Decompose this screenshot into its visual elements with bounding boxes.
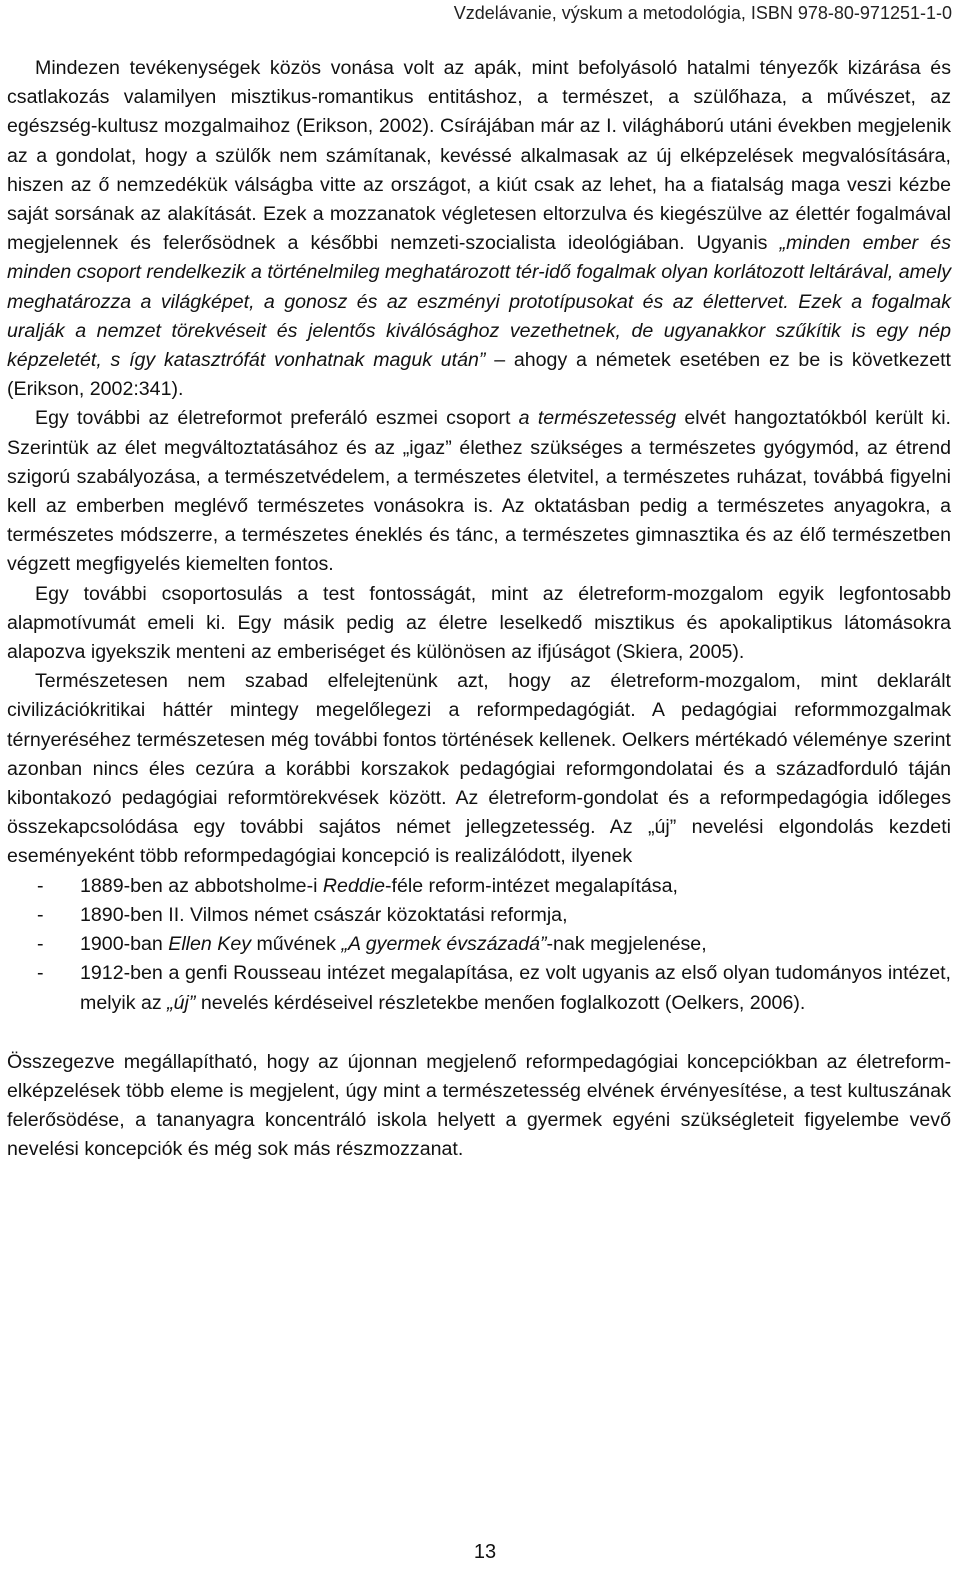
paragraph-5: Összegezve megállapítható, hogy az újonnan megjelenő reformpedagógiai koncepciókban az életreform-elképzelések több eleme is megjelent, úgy mint a természetesség elvének érvényesítése, a test kultuszának felerősödése, a tananyagra koncentráló iskola helyett a gyermek egyéni szükségleteit figyelembe vevő nevelési koncepciók és még sok más részmozzanat. [7, 1050, 951, 1161]
paragraph-2 [7, 404, 951, 579]
running-header: Vzdelávanie, výskum a metodológia, ISBN 978-80-971251-1-0 [453, 3, 952, 23]
list-item-text: 1912-ben a genfi Rousseau intézet megalapítása, ez volt ugyanis az első olyan tudományos intézet, melyik az [80, 962, 951, 1014]
paragraph-1-text: Mindezen tevékenységek közös vonása volt az apák, mint befolyásoló hatalmi tényezők kizárása és csatlakozás valamilyen misztikus-romantikus entitáshoz, a természet, a szülőhaza, a művészet, az egészség-kultusz mozgalmaihoz (Erikson, 2002). Csírájában már az I. világháború utáni években megjelenik az a gondolat, hogy a szülők nem számítanak, kevéssé alkalmasak az új elképzelések megvalósítására, hiszen az ő nemzedékük válságba vitte az országot, a kiút csak az lehet, ha a fiatalság maga veszi kézbe saját sorsának az alakítását. Ezek a mozzanatok végletesen eltorzulva és kiegészülve az élettér fogalmával megjelennek és felerősödnek a későbbi nemzeti-szocialista ideológiában. Ugyanis [7, 57, 951, 255]
list-item [7, 930, 951, 959]
list-item-emphasis: Ellen Key [168, 933, 252, 956]
list-dash: - [37, 903, 44, 926]
list-item-text: 1900-ban [80, 933, 169, 956]
paragraph-1 [7, 54, 951, 404]
list-item-emphasis: „A gyermek évszázadá” [341, 933, 547, 956]
paragraph-1-tail: – ahogy a németek esetében ez be is következett (Erikson, 2002:341). [7, 349, 951, 401]
list-dash: - [37, 933, 44, 956]
paragraph-2-text: Egy további az életreformot preferáló eszmei csoport [35, 407, 519, 430]
list-item-text: 1890-ben II. Vilmos német császár közoktatási reformja, [80, 903, 568, 926]
list-dash: - [37, 874, 44, 897]
events-list [7, 872, 951, 1018]
list-item [7, 901, 951, 930]
list-item-text: művének [251, 933, 342, 956]
list-item [7, 872, 951, 901]
list-item-tail: -féle reform-intézet megalapítása, [385, 874, 678, 897]
list-item-emphasis: Reddie [322, 874, 385, 897]
paragraph-2-tail: elvét hangoztatókból került ki. Szerintük az élet megváltoztatásához és az „igaz” élethez szükséges a természetes gyógymód, az étrend szigorú szabályozása, a természetvédelem, a természetes életvitel, a természetes ruházat, továbbá figyelni kell az emberben meglévő természetes vonásokra is. Az oktatásban pedig a természetes anyagokra, a természetes módszerre, a természetes éneklés és tánc, a természetes gimnasztika és az élő természetben végzett megfigyelés kiemelten fontos. [7, 407, 951, 576]
page-body [7, 54, 951, 1165]
page-number: 13 [473, 1541, 497, 1563]
list-dash: - [37, 962, 44, 985]
list-item-emphasis: „új” [167, 991, 196, 1014]
paragraph-1-quote: „minden ember és minden csoport rendelkezik a történelmileg meghatározott tér-idő fogalmak olyan korlátozott leltárával, amely meghatározza a világképet, a gonosz és az eszményi prototípusokat és az élettervet. Ezek a fogalmak uralják a nemzet törekvéseit és jelentős kiválósághoz vezethetnek, de ugyanakkor szűkítik is egy nép képzeletét, s így katasztrófát vonhatnak maguk után” [7, 232, 951, 372]
list-item-tail: nevelés kérdéseivel részletekbe menően foglalkozott (Oelkers, 2006). [195, 991, 806, 1014]
list-item-tail: -nak megjelenése, [546, 933, 707, 956]
paragraph-2-emphasis: a természetesség [518, 407, 677, 430]
paragraph-3: Egy további csoportosulás a test fontosságát, mint az életreform-mozgalom egyik legfontosabb alapmotívumát emeli ki. Egy másik pedig az életre leselkedő misztikus és apokaliptikus látomásokra alapozva igyekszik menteni az emberiséget és különösen az ifjúságot (Skiera, 2005). [7, 582, 951, 664]
paragraph-4: Természetesen nem szabad elfelejtenünk azt, hogy az életreform-mozgalom, mint deklarált civilizációkritikai háttér mintegy megelőlegezi a reformpedagógiát. A pedagógiai reformmozgalmak térnyeréséhez természetesen még további fontos történések kellenek. Oelkers mértékadó véleménye szerint azonban nincs éles cezúra a korábbi korszakok pedagógiai reformgondolatai és a századforduló táján kibontakozó pedagógiai reformtörekvések között. Az életreform-gondolat és a reformpedagógia időleges összekapcsolódása egy további sajátos német jellegzetesség. Az „új” nevelési elgondolás kezdeti eseményeként több reformpedagógiai koncepció is realizálódott, ilyenek [7, 670, 951, 868]
list-item [7, 959, 951, 1017]
list-item-text: 1889-ben az abbotsholme-i [80, 874, 323, 897]
